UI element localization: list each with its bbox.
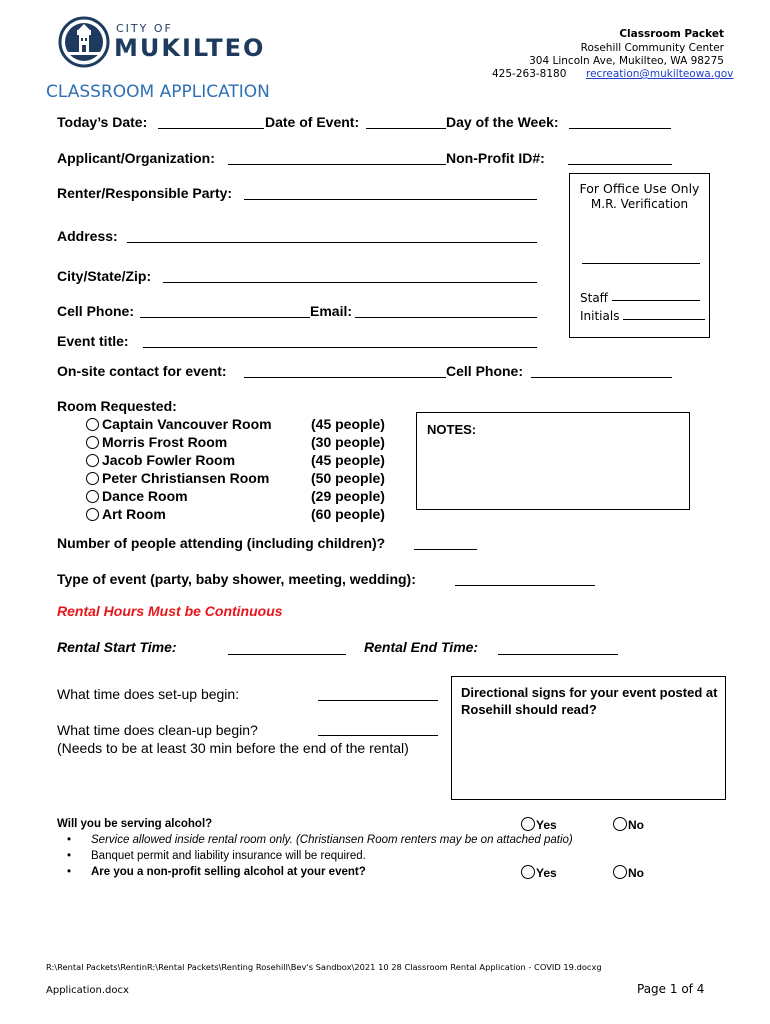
room-name-4: Peter Christiansen Room — [102, 470, 270, 486]
renter-field[interactable] — [244, 199, 537, 200]
alcohol-question: Will you be serving alcohol? — [57, 818, 213, 830]
header-email-link[interactable]: recreation@mukilteowa.gov — [586, 68, 734, 80]
room-name-2: Morris Frost Room — [102, 434, 228, 450]
office-initials-label: Initials — [580, 309, 620, 323]
cleanup-label: What time does clean-up begin? — [57, 722, 258, 738]
onsite-cell-field[interactable] — [531, 377, 672, 378]
onsite-cell-label: Cell Phone: — [446, 363, 524, 379]
notes-box[interactable] — [416, 412, 690, 510]
room-requested-label: Room Requested: — [57, 398, 177, 414]
room-name-3: Jacob Fowler Room — [102, 452, 236, 468]
rental-start-field[interactable] — [228, 654, 346, 655]
logo-city-of: CITY OF — [116, 22, 173, 35]
bullet-dot: • — [67, 834, 72, 846]
cleanup-note: (Needs to be at least 30 min before the end of the rental) — [57, 740, 409, 756]
office-initials-field[interactable] — [623, 319, 705, 320]
bullet-2-text: Banquet permit and liability insurance will be required. — [91, 850, 366, 862]
directional-signs-box[interactable] — [451, 676, 726, 800]
rental-end-label: Rental End Time: — [364, 639, 479, 655]
event-type-field[interactable] — [455, 585, 595, 586]
room-capacity-6: (60 people) — [311, 506, 385, 522]
rental-hours-note: Rental Hours Must be Continuous — [57, 603, 283, 619]
room-name-6: Art Room — [102, 506, 166, 522]
address-field[interactable] — [127, 242, 537, 243]
bullet-3-text: Are you a non-profit selling alcohol at your event? — [91, 866, 366, 878]
bullet-1-italic: Christiansen Room renters may be on attached patio — [299, 834, 569, 846]
attending-label: Number of people attending (including children)? — [57, 535, 386, 551]
office-mr-field[interactable] — [582, 263, 700, 264]
onsite-contact-field[interactable] — [244, 377, 446, 378]
logo-name: MUKILTEO — [114, 34, 266, 62]
alcohol-yes-radio[interactable] — [521, 817, 535, 831]
email-field[interactable] — [355, 317, 537, 318]
cleanup-field[interactable] — [318, 735, 438, 736]
room-name-5: Dance Room — [102, 488, 188, 504]
alcohol-no-label: No — [628, 818, 644, 832]
setup-field[interactable] — [318, 700, 438, 701]
footer-file-path: R:\Rental Packets\RentinR:\Rental Packets\Renting Rosehill\Bev's Sandbox\2021 10 28 Classroom Rental Application - COVID 19.docxg — [46, 962, 602, 972]
room-radio-4[interactable] — [86, 472, 99, 485]
nonprofit-alcohol-yes-label: Yes — [536, 866, 557, 880]
room-radio-3[interactable] — [86, 454, 99, 467]
room-capacity-3: (45 people) — [311, 452, 385, 468]
room-capacity-2: (30 people) — [311, 434, 385, 450]
alcohol-no-radio[interactable] — [613, 817, 627, 831]
nonprofit-alcohol-no-radio[interactable] — [613, 865, 627, 879]
page-title: CLASSROOM APPLICATION — [46, 82, 270, 102]
lighthouse-emblem-icon — [58, 16, 110, 68]
footer-page-number: Page 1 of 4 — [637, 982, 705, 996]
applicant-label: Applicant/Organization: — [57, 150, 215, 166]
date-of-event-field[interactable] — [366, 128, 446, 129]
room-capacity-1: (45 people) — [311, 416, 385, 432]
directional-signs-label: Directional signs for your event posted at Rosehill should read? — [461, 685, 718, 717]
notes-label: NOTES: — [427, 422, 477, 437]
day-of-week-field[interactable] — [569, 128, 671, 129]
bullet-1-text — [91, 834, 573, 846]
header-address: 304 Lincoln Ave, Mukilteo, WA 98275 — [529, 55, 724, 67]
cell-phone-label: Cell Phone: — [57, 303, 135, 319]
day-of-week-label: Day of the Week: — [446, 114, 559, 130]
nonprofit-alcohol-yes-radio[interactable] — [521, 865, 535, 879]
office-mr-verification: M.R. Verification — [590, 197, 689, 211]
rental-start-label: Rental Start Time: — [57, 639, 177, 655]
todays-date-label: Today’s Date: — [57, 114, 148, 130]
todays-date-field[interactable] — [158, 128, 264, 129]
bullet-dot: • — [67, 850, 72, 862]
bullet-1-post: ) — [568, 834, 573, 846]
header-center: Rosehill Community Center — [580, 42, 724, 54]
alcohol-yes-label: Yes — [536, 818, 557, 832]
event-type-label: Type of event (party, baby shower, meeting, wedding): — [57, 571, 416, 587]
office-use-title: For Office Use Only — [579, 181, 700, 196]
room-capacity-4: (50 people) — [311, 470, 385, 486]
room-name-1: Captain Vancouver Room — [102, 416, 272, 432]
header-phone: 425-263-8180 — [492, 68, 567, 80]
nonprofit-id-label: Non-Profit ID#: — [446, 150, 545, 166]
renter-label: Renter/Responsible Party: — [57, 185, 233, 201]
attending-field[interactable] — [414, 549, 477, 550]
city-state-zip-label: City/State/Zip: — [57, 268, 152, 284]
office-staff-field[interactable] — [612, 300, 700, 301]
city-logo — [58, 16, 268, 70]
event-title-label: Event title: — [57, 333, 129, 349]
office-staff-label: Staff — [580, 291, 608, 305]
bullet-dot: • — [67, 866, 72, 878]
footer-file-name: Application.docx — [46, 985, 129, 996]
setup-label: What time does set-up begin: — [57, 686, 240, 702]
header-packet: Classroom Packet — [619, 28, 724, 40]
room-radio-1[interactable] — [86, 418, 99, 431]
applicant-field[interactable] — [228, 164, 446, 165]
date-of-event-label: Date of Event: — [265, 114, 360, 130]
bullet-1-pre: Service allowed inside rental room only. ( — [91, 834, 300, 846]
room-capacity-5: (29 people) — [311, 488, 385, 504]
room-radio-6[interactable] — [86, 508, 99, 521]
nonprofit-alcohol-no-label: No — [628, 866, 644, 880]
rental-end-field[interactable] — [498, 654, 618, 655]
email-label: Email: — [310, 303, 353, 319]
address-label: Address: — [57, 228, 118, 244]
event-title-field[interactable] — [143, 347, 537, 348]
office-use-box — [569, 173, 710, 338]
room-radio-5[interactable] — [86, 490, 99, 503]
room-radio-2[interactable] — [86, 436, 99, 449]
city-state-zip-field[interactable] — [163, 282, 537, 283]
cell-phone-field[interactable] — [140, 317, 310, 318]
onsite-contact-label: On-site contact for event: — [57, 363, 227, 379]
nonprofit-id-field[interactable] — [568, 164, 672, 165]
